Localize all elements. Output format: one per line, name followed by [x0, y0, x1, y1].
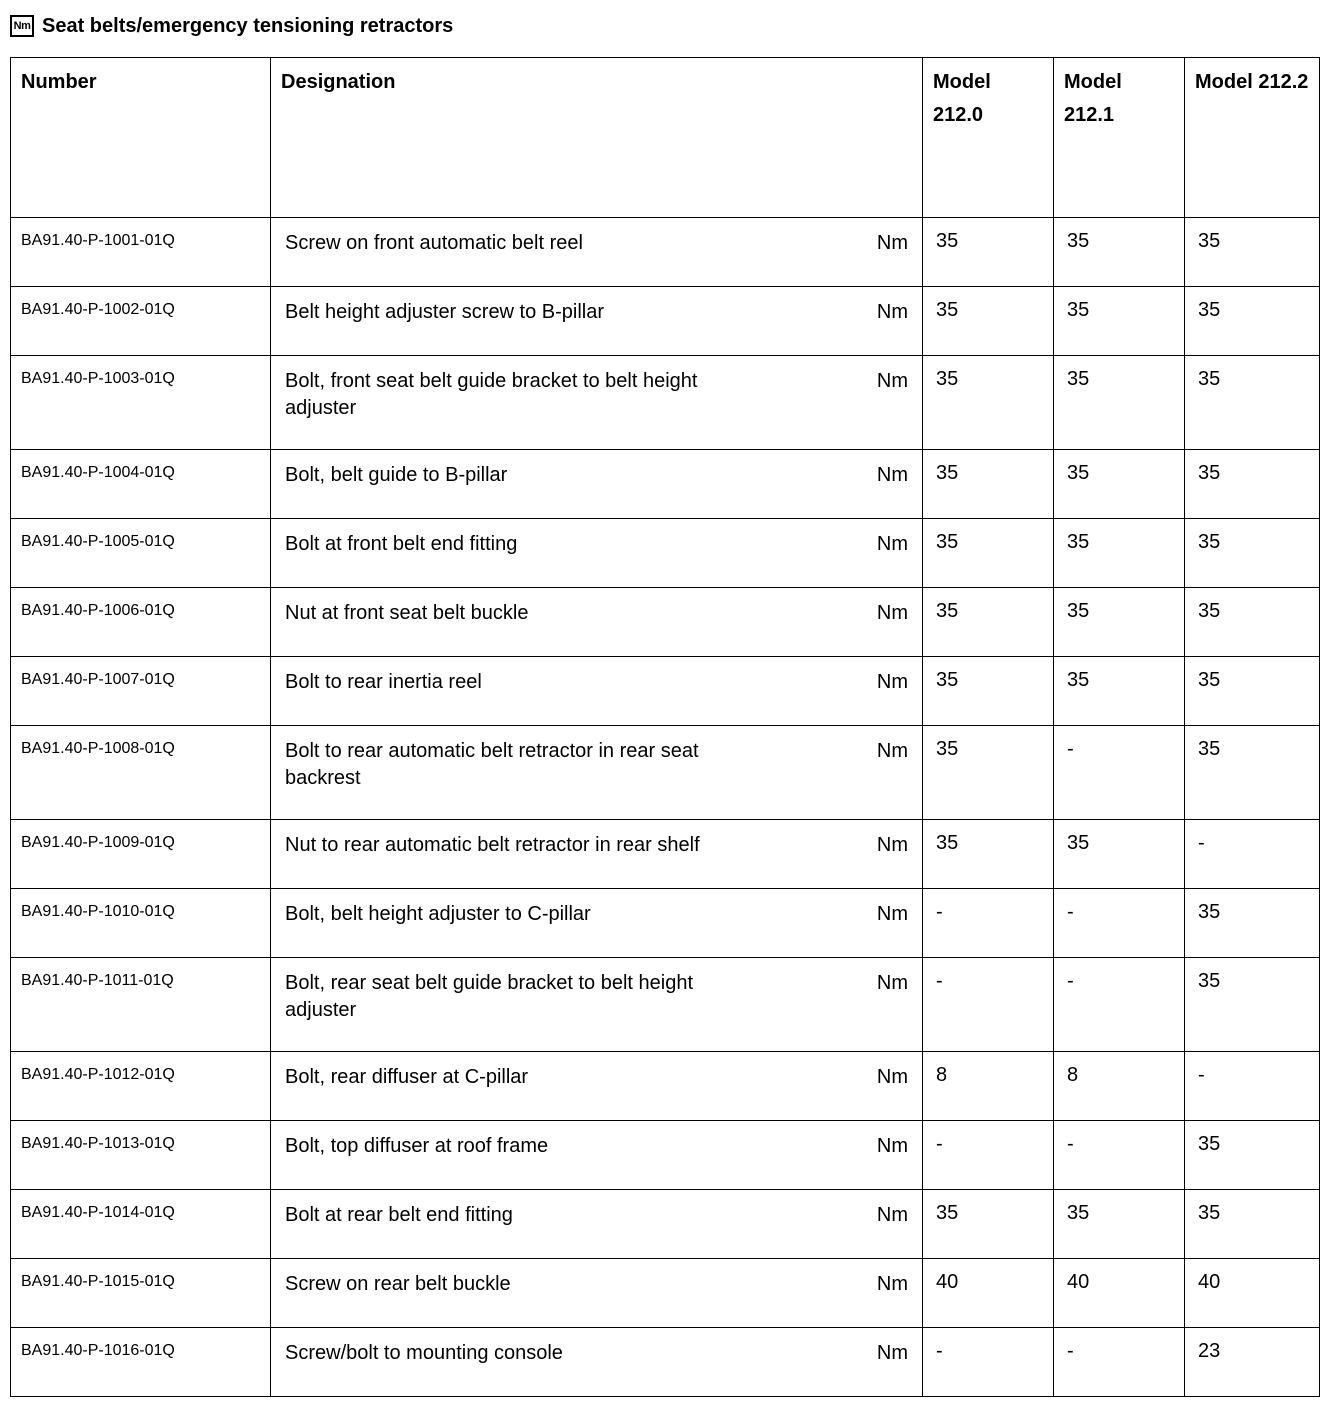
- cell-number: BA91.40-P-1011-01Q: [11, 958, 271, 1052]
- cell-model-212-0: 35: [923, 519, 1054, 588]
- unit-label: Nm: [876, 1342, 908, 1364]
- designation-wrap: [271, 356, 922, 422]
- table-body: [11, 218, 1320, 1397]
- cell-model-212-0: 35: [923, 820, 1054, 889]
- cell-number: BA91.40-P-1016-01Q: [11, 1328, 271, 1397]
- cell-model-212-0: 35: [923, 1190, 1054, 1259]
- designation-text: Bolt, front seat belt guide bracket to belt height adjuster: [285, 370, 698, 419]
- table-row: [11, 1328, 1320, 1397]
- designation-text: Screw/bolt to mounting console: [285, 1342, 563, 1364]
- cell-model-212-0: 35: [923, 356, 1054, 450]
- cell-designation: [271, 1328, 923, 1397]
- table-row: [11, 450, 1320, 519]
- cell-number: BA91.40-P-1013-01Q: [11, 1121, 271, 1190]
- unit-label: Nm: [876, 740, 908, 762]
- cell-model-212-2: 35: [1185, 588, 1320, 657]
- table-row: [11, 726, 1320, 820]
- cell-model-212-2: 35: [1185, 1121, 1320, 1190]
- designation-wrap: [271, 657, 922, 696]
- designation-wrap: [271, 588, 922, 627]
- designation-text: Bolt at front belt end fitting: [285, 533, 518, 555]
- table-header-row: [11, 58, 1320, 218]
- cell-model-212-1: -: [1054, 726, 1185, 820]
- unit-label: Nm: [876, 301, 908, 323]
- designation-wrap: [271, 820, 922, 859]
- cell-model-212-0: -: [923, 1121, 1054, 1190]
- cell-model-212-1: 35: [1054, 657, 1185, 726]
- table-row: [11, 519, 1320, 588]
- cell-model-212-1: -: [1054, 958, 1185, 1052]
- cell-model-212-1: 35: [1054, 356, 1185, 450]
- designation-text: Nut at front seat belt buckle: [285, 602, 529, 624]
- unit-label: Nm: [876, 903, 908, 925]
- designation-text: Bolt to rear inertia reel: [285, 671, 482, 693]
- cell-designation: [271, 820, 923, 889]
- designation-wrap: [271, 1328, 922, 1367]
- designation-text: Nut to rear automatic belt retractor in rear shelf: [285, 834, 700, 856]
- cell-model-212-2: 35: [1185, 726, 1320, 820]
- cell-model-212-2: 35: [1185, 889, 1320, 958]
- cell-number: BA91.40-P-1015-01Q: [11, 1259, 271, 1328]
- designation-wrap: [271, 889, 922, 928]
- unit-label: Nm: [876, 972, 908, 994]
- cell-model-212-1: 8: [1054, 1052, 1185, 1121]
- cell-model-212-1: 35: [1054, 1190, 1185, 1259]
- cell-designation: [271, 1121, 923, 1190]
- designation-text: Bolt, belt height adjuster to C-pillar: [285, 903, 591, 925]
- cell-model-212-1: 40: [1054, 1259, 1185, 1328]
- designation-wrap: [271, 1052, 922, 1091]
- table-row: [11, 889, 1320, 958]
- designation-text: Screw on rear belt buckle: [285, 1273, 511, 1295]
- column-header-model-212-1: Model 212.1: [1054, 58, 1185, 218]
- designation-text: Screw on front automatic belt reel: [285, 232, 583, 254]
- cell-number: BA91.40-P-1007-01Q: [11, 657, 271, 726]
- cell-model-212-0: -: [923, 1328, 1054, 1397]
- cell-number: BA91.40-P-1003-01Q: [11, 356, 271, 450]
- designation-wrap: [271, 287, 922, 326]
- designation-wrap: [271, 1259, 922, 1298]
- unit-label: Nm: [876, 671, 908, 693]
- designation-text: Bolt, rear diffuser at C-pillar: [285, 1066, 529, 1088]
- designation-wrap: [271, 726, 922, 792]
- cell-model-212-2: -: [1185, 820, 1320, 889]
- table-row: [11, 218, 1320, 287]
- cell-number: BA91.40-P-1006-01Q: [11, 588, 271, 657]
- cell-designation: [271, 726, 923, 820]
- cell-model-212-1: 35: [1054, 287, 1185, 356]
- cell-model-212-2: 35: [1185, 218, 1320, 287]
- cell-model-212-2: 35: [1185, 356, 1320, 450]
- table-row: [11, 657, 1320, 726]
- designation-wrap: [271, 958, 922, 1024]
- designation-wrap: [271, 1121, 922, 1160]
- cell-model-212-2: 35: [1185, 450, 1320, 519]
- cell-designation: [271, 1259, 923, 1328]
- unit-label: Nm: [876, 1273, 908, 1295]
- cell-model-212-0: -: [923, 958, 1054, 1052]
- unit-label: Nm: [876, 602, 908, 624]
- cell-model-212-0: 35: [923, 287, 1054, 356]
- cell-designation: [271, 1052, 923, 1121]
- cell-designation: [271, 356, 923, 450]
- cell-model-212-0: 35: [923, 218, 1054, 287]
- cell-model-212-0: 35: [923, 657, 1054, 726]
- cell-number: BA91.40-P-1012-01Q: [11, 1052, 271, 1121]
- cell-designation: [271, 588, 923, 657]
- table-row: [11, 1190, 1320, 1259]
- column-header-model-212-2: Model 212.2: [1185, 58, 1320, 218]
- cell-number: BA91.40-P-1005-01Q: [11, 519, 271, 588]
- unit-label: Nm: [876, 1135, 908, 1157]
- table-row: [11, 588, 1320, 657]
- designation-text: Belt height adjuster screw to B-pillar: [285, 301, 605, 323]
- table-row: [11, 287, 1320, 356]
- unit-label: Nm: [876, 1066, 908, 1088]
- cell-model-212-2: 40: [1185, 1259, 1320, 1328]
- table-row: [11, 356, 1320, 450]
- designation-text: Bolt to rear automatic belt retractor in rear seat backrest: [285, 740, 699, 789]
- page-title: Seat belts/emergency tensioning retractors: [42, 14, 454, 37]
- cell-model-212-1: 35: [1054, 218, 1185, 287]
- unit-label: Nm: [876, 232, 908, 254]
- unit-label: Nm: [876, 370, 908, 392]
- cell-designation: [271, 218, 923, 287]
- cell-designation: [271, 1190, 923, 1259]
- cell-model-212-1: -: [1054, 889, 1185, 958]
- unit-label: Nm: [876, 1204, 908, 1226]
- designation-text: Bolt, top diffuser at roof frame: [285, 1135, 549, 1157]
- column-header-designation: Designation: [271, 58, 923, 218]
- cell-model-212-1: -: [1054, 1328, 1185, 1397]
- cell-designation: [271, 287, 923, 356]
- unit-label: Nm: [876, 533, 908, 555]
- cell-model-212-1: 35: [1054, 450, 1185, 519]
- designation-wrap: [271, 1190, 922, 1229]
- page-header: [10, 12, 453, 40]
- column-header-number: Number: [11, 58, 271, 218]
- cell-model-212-2: 35: [1185, 519, 1320, 588]
- designation-text: Bolt, belt guide to B-pillar: [285, 464, 508, 486]
- cell-model-212-1: -: [1054, 1121, 1185, 1190]
- cell-number: BA91.40-P-1014-01Q: [11, 1190, 271, 1259]
- cell-model-212-2: 23: [1185, 1328, 1320, 1397]
- cell-model-212-2: 35: [1185, 287, 1320, 356]
- designation-text: Bolt, rear seat belt guide bracket to belt height adjuster: [285, 972, 694, 1021]
- cell-model-212-2: -: [1185, 1052, 1320, 1121]
- cell-number: BA91.40-P-1004-01Q: [11, 450, 271, 519]
- unit-label: Nm: [876, 834, 908, 856]
- designation-wrap: [271, 519, 922, 558]
- cell-model-212-0: 35: [923, 450, 1054, 519]
- cell-model-212-0: 40: [923, 1259, 1054, 1328]
- cell-model-212-2: 35: [1185, 1190, 1320, 1259]
- cell-designation: [271, 657, 923, 726]
- designation-wrap: [271, 450, 922, 489]
- cell-designation: [271, 889, 923, 958]
- table-row: [11, 1259, 1320, 1328]
- cell-number: BA91.40-P-1001-01Q: [11, 218, 271, 287]
- cell-number: BA91.40-P-1010-01Q: [11, 889, 271, 958]
- cell-model-212-1: 35: [1054, 588, 1185, 657]
- unit-label: Nm: [876, 464, 908, 486]
- cell-designation: [271, 958, 923, 1052]
- cell-model-212-2: 35: [1185, 657, 1320, 726]
- table-row: [11, 1121, 1320, 1190]
- cell-designation: [271, 450, 923, 519]
- table-row: [11, 820, 1320, 889]
- designation-text: Bolt at rear belt end fitting: [285, 1204, 513, 1226]
- cell-number: BA91.40-P-1009-01Q: [11, 820, 271, 889]
- designation-wrap: [271, 218, 922, 257]
- cell-model-212-2: 35: [1185, 958, 1320, 1052]
- table-row: [11, 1052, 1320, 1121]
- cell-model-212-0: -: [923, 889, 1054, 958]
- cell-model-212-0: 35: [923, 588, 1054, 657]
- cell-designation: [271, 519, 923, 588]
- cell-model-212-0: 35: [923, 726, 1054, 820]
- column-header-model-212-0: Model 212.0: [923, 58, 1054, 218]
- table-row: [11, 958, 1320, 1052]
- cell-model-212-1: 35: [1054, 519, 1185, 588]
- cell-number: BA91.40-P-1008-01Q: [11, 726, 271, 820]
- torque-nm-icon: Nm: [10, 15, 34, 37]
- cell-number: BA91.40-P-1002-01Q: [11, 287, 271, 356]
- cell-model-212-0: 8: [923, 1052, 1054, 1121]
- torque-spec-table: [10, 57, 1320, 1397]
- cell-model-212-1: 35: [1054, 820, 1185, 889]
